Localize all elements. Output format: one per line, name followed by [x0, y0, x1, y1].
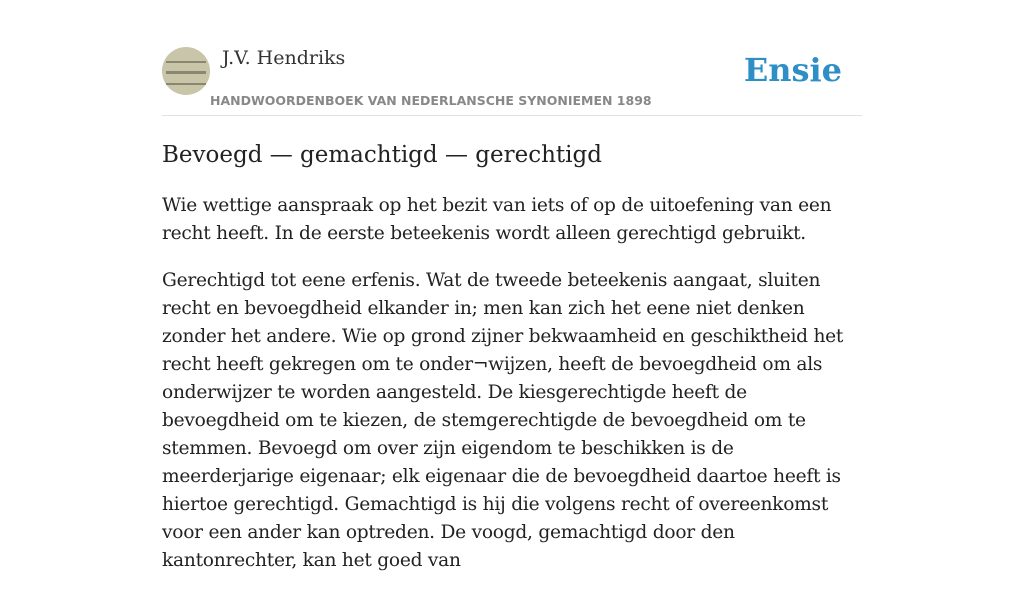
author-name[interactable]: J.V. Hendriks — [222, 47, 346, 69]
avatar-book-line — [166, 61, 206, 63]
header-divider — [162, 115, 862, 116]
article-body — [162, 192, 862, 594]
paragraph: Wie wettige aanspraak op het bezit van iets of op de uitoefening van een recht heeft. In de eerste beteekenis wordt alleen gerechtigd gebruikt. — [162, 195, 832, 244]
brand-logo[interactable]: Ensie — [743, 51, 842, 89]
avatar-book-title-line — [166, 71, 206, 74]
page-title: Bevoegd — gemachtigd — gerechtigd — [162, 142, 602, 168]
source-title[interactable]: HANDWOORDENBOEK VAN NEDERLANSCHE SYNONIEMEN 1898 — [210, 93, 652, 108]
paragraph: Gerechtigd tot eene erfenis. Wat de tweede beteekenis aangaat, sluiten recht en bevoegdheid elkander in; men kan zich het eene niet denken zonder het andere. Wie op grond zijner bekwaamheid en geschiktheid het recht heeft gekregen om te onder¬wijzen, heeft de bevoegdheid om als onderwijzer te worden aangesteld. De kiesgerechtigde heeft de bevoegdheid om te kiezen, de stemgerechtigde de bevoegdheid om te stemmen. Bevoegd om over zijn eigendom te beschikken is de meerderjarige eigenaar; elk eigenaar die de bevoegdheid daartoe heeft is hiertoe gerechtigd. Gemachtigd is hij die volgens recht of overeenkomst voor een ander kan optreden. De voogd, gemachtigd door den kantonrechter, kan het goed van — [162, 270, 844, 571]
avatar[interactable] — [162, 47, 210, 95]
avatar-book-line — [166, 83, 206, 85]
